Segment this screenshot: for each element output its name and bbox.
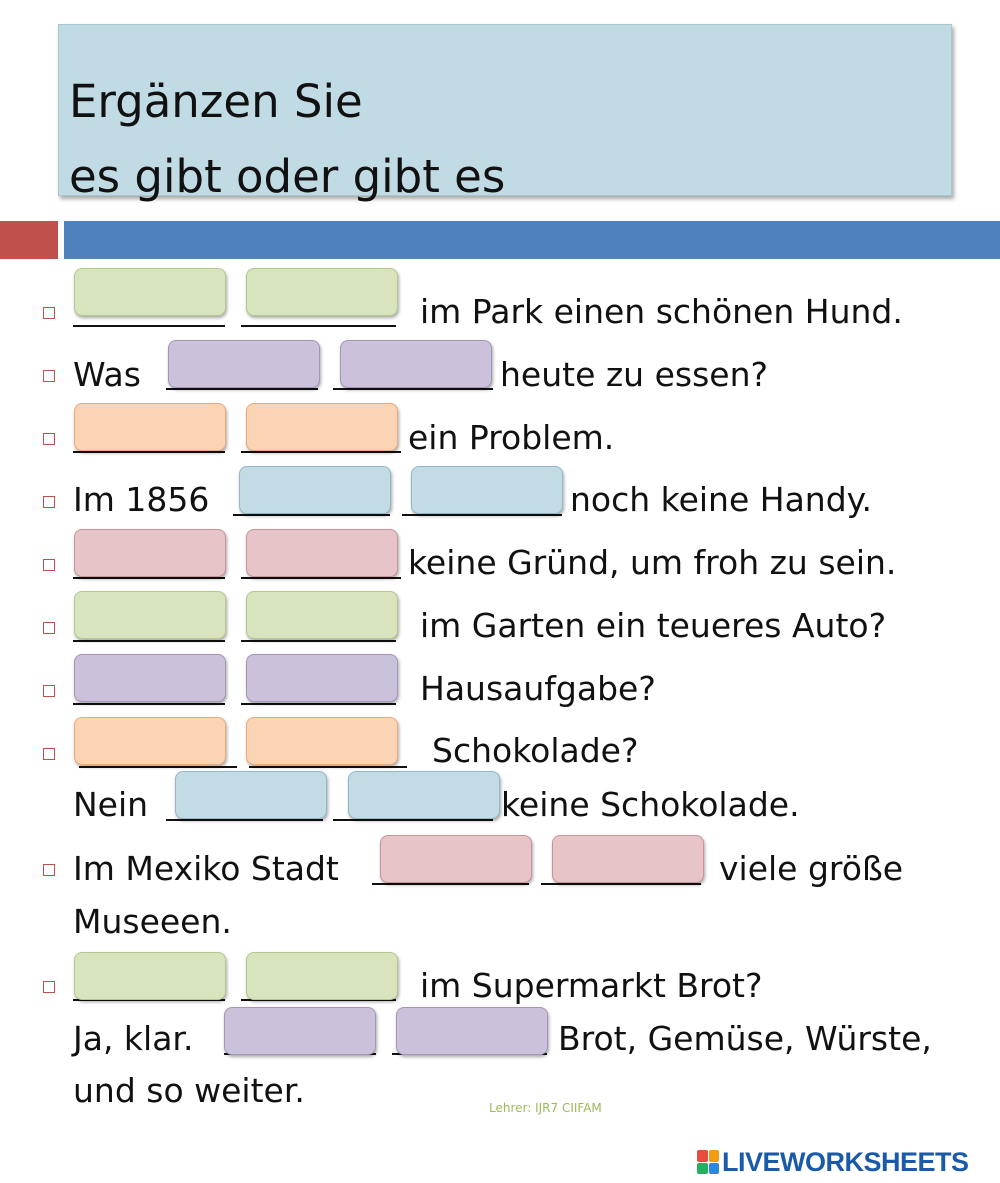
item-10-line3: und so weiter. <box>73 1071 305 1110</box>
bullet-icon <box>43 685 55 697</box>
blank-line <box>402 514 562 516</box>
blank-line <box>73 577 225 579</box>
answer-box-10a[interactable] <box>74 952 226 1000</box>
answer-box-6a[interactable] <box>74 591 226 639</box>
item-1-text: im Park einen schönen Hund. <box>420 292 903 331</box>
bullet-icon <box>43 748 55 760</box>
blank-line <box>241 640 396 642</box>
blank-line <box>372 883 529 885</box>
bullet-icon <box>43 622 55 634</box>
answer-box-2a[interactable] <box>168 340 320 388</box>
item-10-line2-text: Brot, Gemüse, Würste, <box>558 1019 932 1058</box>
item-3-text: ein Problem. <box>408 418 615 457</box>
item-9-line2: Museeen. <box>73 902 232 941</box>
answer-box-8a[interactable] <box>74 717 226 765</box>
answer-box-4a[interactable] <box>239 466 391 514</box>
answer-box-5b[interactable] <box>246 529 398 577</box>
answer-box-8b[interactable] <box>246 717 398 765</box>
blank-line <box>73 703 225 705</box>
answer-box-1b[interactable] <box>246 268 398 316</box>
blank-line <box>79 766 237 768</box>
bullet-icon <box>43 496 55 508</box>
bullet-icon <box>43 981 55 993</box>
liveworksheets-logo[interactable] <box>697 1146 969 1178</box>
answer-box-7a[interactable] <box>74 654 226 702</box>
blank-line <box>333 819 493 821</box>
bullet-icon <box>43 307 55 319</box>
item-6-text: im Garten ein teueres Auto? <box>420 606 887 645</box>
item-5-text: keine Gründ, um froh zu sein. <box>408 543 897 582</box>
liveworksheets-logo-icon <box>697 1150 719 1174</box>
bullet-icon <box>43 370 55 382</box>
blank-line <box>241 325 396 327</box>
item-10-text: im Supermarkt Brot? <box>420 966 763 1005</box>
blank-line <box>73 640 225 642</box>
accent-bar-blue <box>64 221 1000 259</box>
blank-line <box>333 388 493 390</box>
answer-box-6b[interactable] <box>246 591 398 639</box>
title-line-1: Ergänzen Sie <box>69 75 363 128</box>
answer-box-4b[interactable] <box>411 466 563 514</box>
bullet-icon <box>43 864 55 876</box>
answer-box-1a[interactable] <box>74 268 226 316</box>
answer-box-10c[interactable] <box>224 1007 376 1055</box>
answer-box-9a[interactable] <box>380 835 532 883</box>
title-line-2: es gibt oder gibt es <box>69 150 506 203</box>
answer-box-5a[interactable] <box>74 529 226 577</box>
answer-box-10b[interactable] <box>246 952 398 1000</box>
blank-line <box>233 514 390 516</box>
item-10-line2-before: Ja, klar. <box>73 1019 194 1058</box>
item-7-text: Hausaufgabe? <box>420 669 656 708</box>
title-box <box>58 24 952 203</box>
blank-line <box>541 883 701 885</box>
blank-line <box>166 819 323 821</box>
item-8-line2-text: keine Schokolade. <box>501 785 800 824</box>
blank-line <box>166 388 318 390</box>
answer-box-8c[interactable] <box>175 771 327 819</box>
item-8-line2-before: Nein <box>73 785 149 824</box>
bullet-icon <box>43 433 55 445</box>
item-4-text: noch keine Handy. <box>570 480 872 519</box>
item-4-before: Im 1856 <box>73 480 210 519</box>
blank-line <box>241 577 401 579</box>
blank-line <box>73 325 225 327</box>
answer-box-9b[interactable] <box>552 835 704 883</box>
answer-box-10d[interactable] <box>396 1007 548 1055</box>
answer-box-8d[interactable] <box>348 771 500 819</box>
answer-box-3b[interactable] <box>246 403 398 451</box>
liveworksheets-logo-text: LIVEWORKSHEETS <box>722 1146 969 1177</box>
item-2-before: Was <box>73 355 141 394</box>
item-2-text: heute zu essen? <box>500 355 769 394</box>
bullet-icon <box>43 559 55 571</box>
blank-line <box>241 451 401 453</box>
answer-box-3a[interactable] <box>74 403 226 451</box>
item-8-text: Schokolade? <box>432 731 639 770</box>
answer-box-2b[interactable] <box>340 340 492 388</box>
answer-box-7b[interactable] <box>246 654 398 702</box>
item-9-before: Im Mexiko Stadt <box>73 849 339 888</box>
blank-line <box>73 451 225 453</box>
blank-line <box>249 766 407 768</box>
blank-line <box>241 703 396 705</box>
teacher-credit: Lehrer: IJR7 CIIFAM <box>489 1101 602 1115</box>
accent-bar-red <box>0 221 58 259</box>
item-9-text: viele größe <box>719 849 904 888</box>
